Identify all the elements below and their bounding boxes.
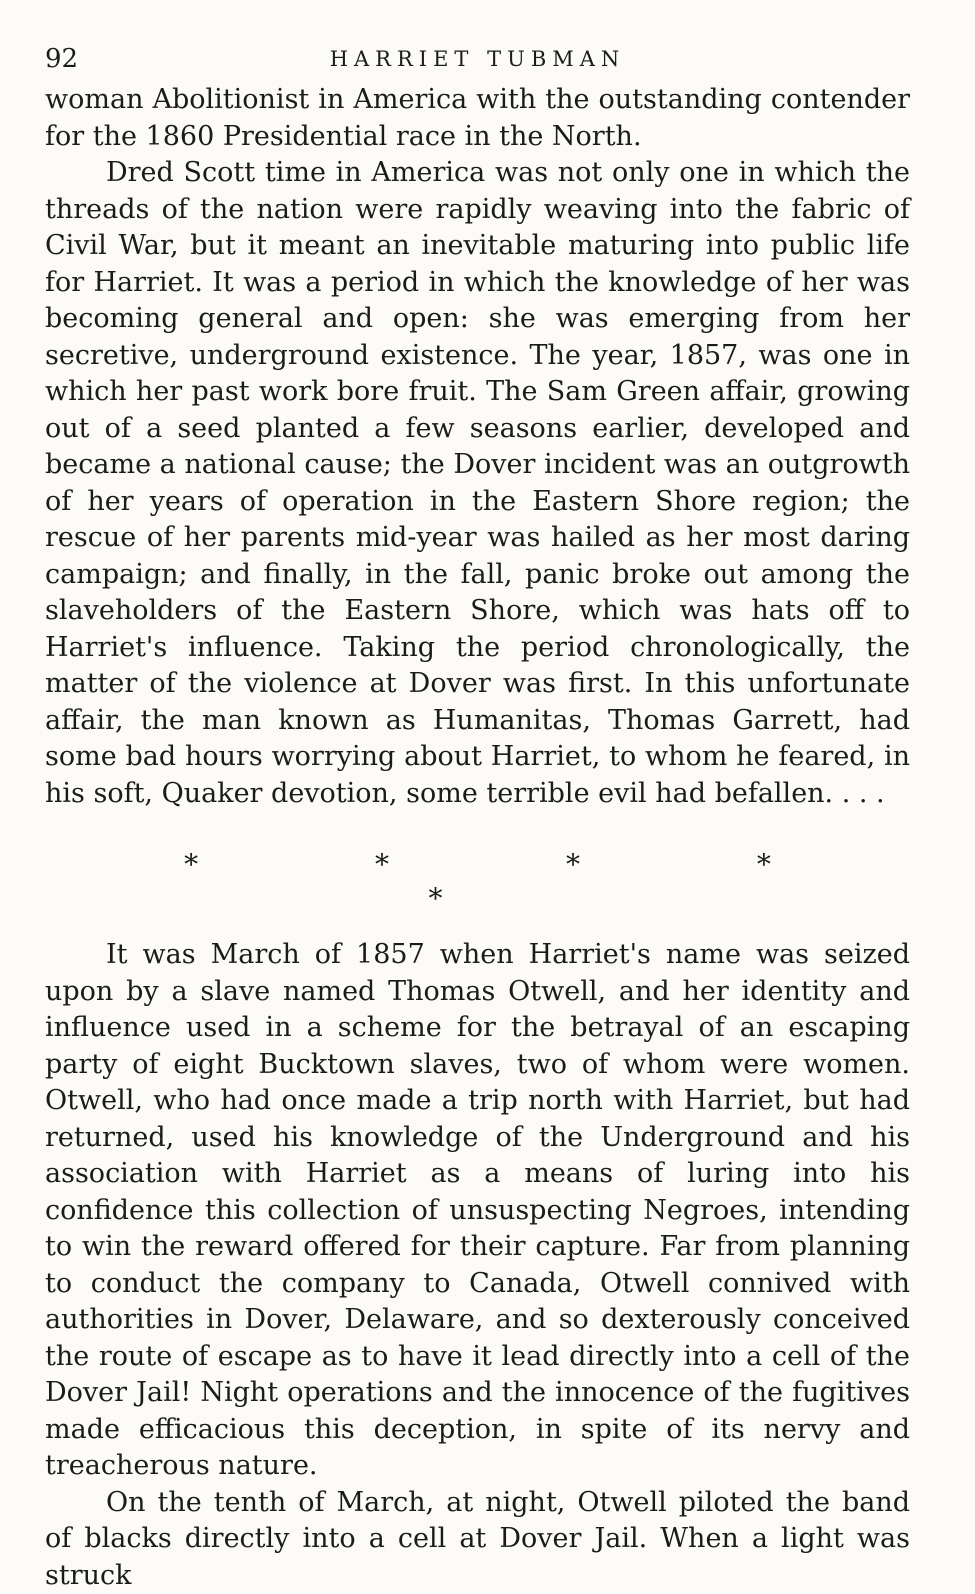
- paragraph-continued: woman Abolitionist in America with the outstanding contender for the 1860 Presidential race in the North.: [45, 82, 910, 155]
- page-number: 92: [45, 42, 78, 76]
- running-title: HARRIET TUBMAN: [45, 44, 910, 74]
- section-break-asterisks: * * * * *: [45, 848, 910, 916]
- paragraph-otwell: It was March of 1857 when Harriet's name was seized upon by a slave named Thomas Otwell, and her identity and influence used in a scheme for the betrayal of an escaping party of eight Bucktown slaves, two of whom were women. Otwell, who had once made a trip north with Harriet, but had returned, used his knowledge of the Underground and his association with Harriet as a means of luring into his confidence this collection of unsuspecting Negroes, intending to win the reward offered for their capture. Far from planning to conduct the company to Canada, Otwell connived with authorities in Dover, Delaware, and so dexterously conceived the route of escape as to have it lead directly into a cell of the Dover Jail! Night operations and the innocence of the fugitives made efficacious this deception, in spite of its nervy and treacherous nature.: [45, 937, 910, 1485]
- paragraph-tenth-of-march: On the tenth of March, at night, Otwell piloted the band of blacks directly into a cell at Dover Jail. When a light was struck: [45, 1485, 910, 1594]
- body-text: [45, 82, 910, 1594]
- section-break: [45, 812, 910, 937]
- running-head: [45, 40, 910, 80]
- paragraph-dred-scott: Dred Scott time in America was not only one in which the threads of the nation were rapidly weaving into the fabric of Civil War, but it meant an inevitable maturing into public life for Harriet. It was a period in which the knowledge of her was becoming general and open: she was emerging from her secretive, underground existence. The year, 1857, was one in which her past work bore fruit. The Sam Green affair, growing out of a seed planted a few seasons earlier, developed and became a national cause; the Dover incident was an outgrowth of her years of operation in the Eastern Shore region; the rescue of her parents mid-year was hailed as her most daring campaign; and finally, in the fall, panic broke out among the slaveholders of the Eastern Shore, which was hats off to Harriet's influence. Taking the period chronologically, the matter of the violence at Dover was first. In this unfortunate affair, the man known as Humanitas, Thomas Garrett, had some bad hours worrying about Harriet, to whom he feared, in his soft, Quaker devotion, some terrible evil had befallen. . . .: [45, 155, 910, 812]
- book-page: [45, 40, 910, 1594]
